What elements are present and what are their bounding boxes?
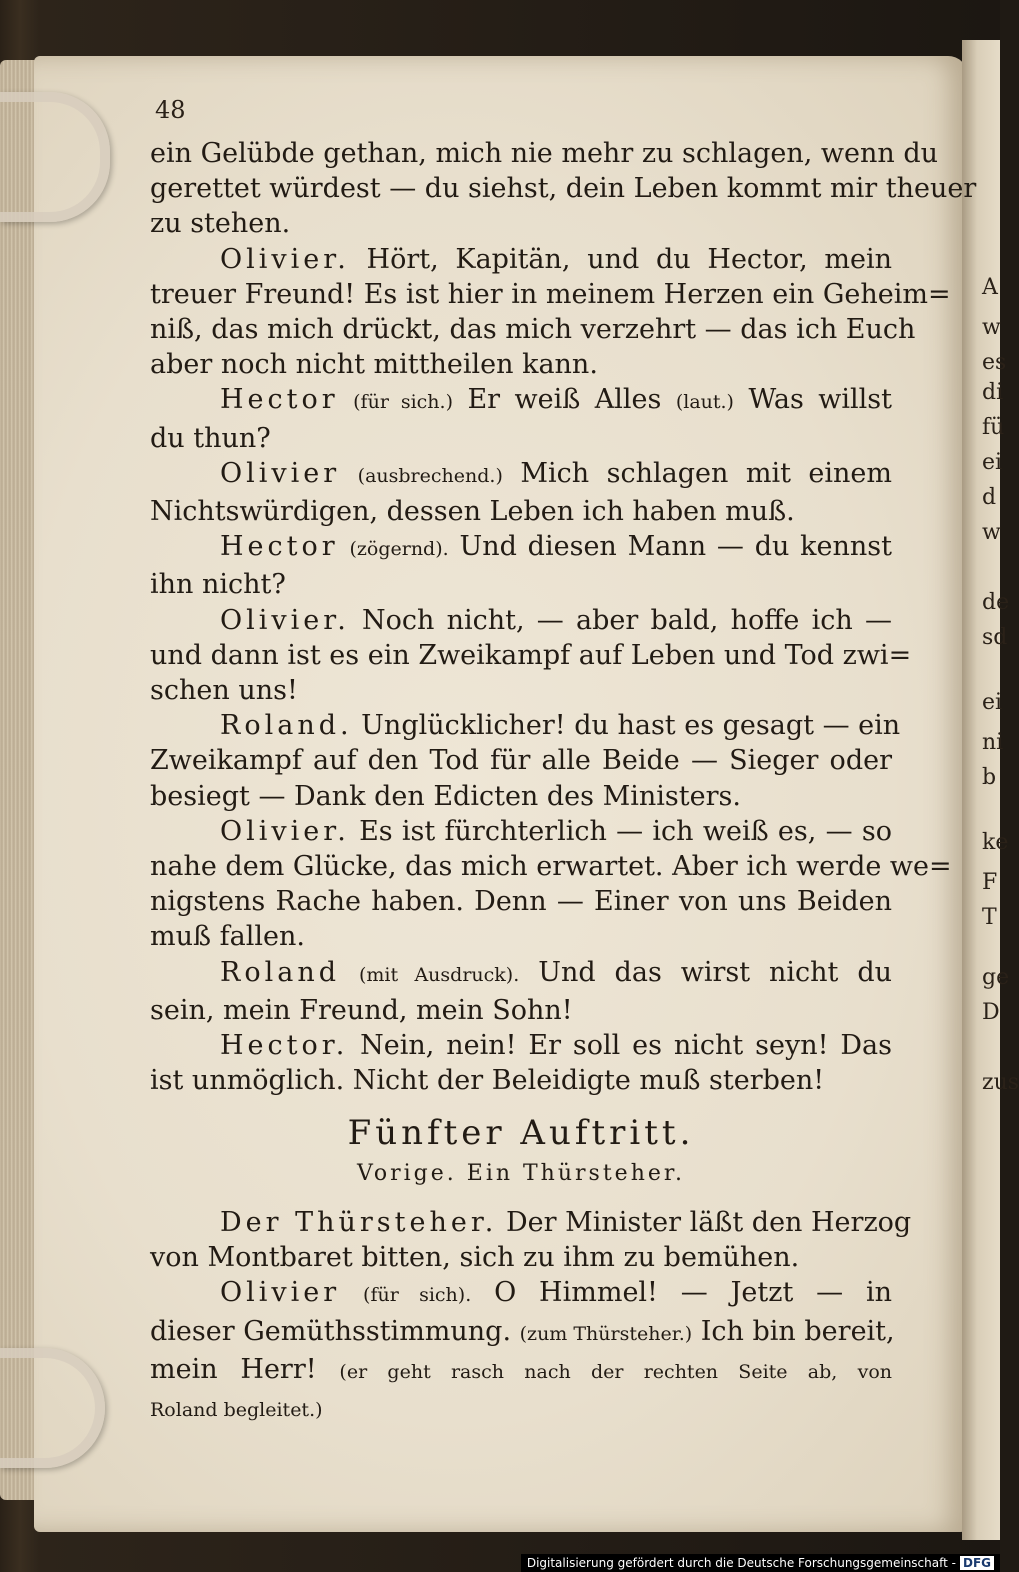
facing-page-glyph: ke [982, 830, 1009, 855]
text-line [150, 421, 892, 456]
line-text: Unglücklicher! du hast es gesagt — ein [361, 710, 901, 742]
line-text: dieser Gemüthsstimmung. [150, 1315, 512, 1347]
text-line [150, 1314, 895, 1352]
text-line [150, 242, 892, 277]
line-text: von Montbaret bitten, sich zu ihm zu bemühen. [150, 1242, 800, 1274]
speaker-name: Olivier. [220, 604, 350, 636]
text-line [150, 312, 916, 347]
line-text: zu stehen. [150, 208, 291, 240]
dfg-logo: DFG [960, 1556, 994, 1570]
line-text: Noch nicht, — aber bald, hoffe ich — [362, 604, 892, 636]
text-line [150, 277, 951, 312]
line-text: besiegt — Dank den Edicten des Ministers. [150, 780, 741, 812]
text-line [150, 849, 952, 884]
facing-page-glyph: es [982, 350, 1007, 375]
stage-direction: (zögernd). [349, 538, 449, 561]
text-line [150, 529, 892, 567]
line-text: sein, mein Freund, mein Sohn! [150, 994, 573, 1026]
text-line [150, 993, 892, 1028]
facing-page-glyph: di [982, 380, 1004, 405]
stage-direction: (für sich). [363, 1284, 472, 1307]
text-line [150, 884, 892, 919]
text-line [150, 136, 939, 171]
line-text: und dann ist es ein Zweikampf auf Leben und Tod zwi= [150, 639, 912, 671]
footer-bar [521, 1554, 1000, 1572]
line-text: Es ist fürchterlich — ich weiß es, — so [359, 815, 892, 847]
line-text: treuer Freund! Es ist hier in meinem Herzen ein Geheim= [150, 278, 951, 310]
facing-page-glyph: T [982, 905, 997, 930]
facing-page-glyph: D [982, 1000, 1000, 1025]
facing-page-glyph: ge [982, 965, 1010, 990]
facing-page-glyph: F [982, 870, 998, 895]
line-text: ist unmöglich. Nicht der Beleidigte muß sterben! [150, 1065, 825, 1097]
scene-cast: Vorige. Ein Thürsteher. [357, 1160, 685, 1186]
line-text: Der Minister läßt den Herzog [505, 1206, 912, 1238]
facing-page-glyph: b [982, 765, 997, 790]
text-line [150, 919, 892, 954]
dialogue-block-1 [150, 136, 977, 1098]
facing-page-edge [962, 40, 1019, 1540]
line-text: Und diesen Mann — du kennst [459, 531, 892, 563]
text-line [150, 347, 892, 382]
line-text: Er weiß Alles [467, 384, 662, 416]
stage-direction: (zum Thürsteher.) [519, 1322, 693, 1345]
text-line [150, 206, 892, 241]
text-line [150, 673, 892, 708]
facing-page-glyph: A [982, 275, 998, 300]
clip-top [0, 92, 110, 222]
dialogue-block-2 [150, 1205, 912, 1428]
speaker-name: Roland [220, 956, 340, 988]
stage-direction: (mit Ausdruck). [358, 963, 520, 986]
facing-page-glyph: fü [982, 415, 1005, 440]
speaker-name: Olivier. [220, 815, 350, 847]
text-line [150, 603, 892, 638]
line-text: Zweikampf auf den Tod für alle Beide — Sieger oder [150, 745, 892, 777]
stage-direction: (er geht rasch nach der rechten Seite ab, von [339, 1360, 892, 1383]
scene-heading: Fünfter Auftritt. [347, 1113, 695, 1154]
text-line [150, 494, 892, 529]
facing-page-glyph: ei [982, 690, 1003, 715]
text-line [150, 1275, 892, 1313]
facing-page-glyph: w [982, 315, 1001, 340]
line-text: Was willst [748, 384, 892, 416]
speaker-name: Hector [220, 384, 339, 416]
facing-page-glyph: w [982, 520, 1001, 545]
text-line [150, 382, 892, 420]
line-text: mein Herr! [150, 1353, 317, 1385]
text-line [150, 638, 912, 673]
line-text: O Himmel! — Jetzt — in [494, 1277, 892, 1309]
text-line [150, 1390, 892, 1428]
line-text: ihn nicht? [150, 569, 286, 601]
line-text: Hört, Kapitän, und du Hector, mein [366, 243, 892, 275]
facing-page-glyph: d [982, 485, 997, 510]
speaker-name: Hector. [220, 1030, 349, 1062]
facing-page-glyph: ei [982, 450, 1003, 475]
stage-direction: (ausbrechend.) [357, 464, 503, 487]
line-text: Mich schlagen mit einem [520, 457, 892, 489]
text-line [150, 1028, 892, 1063]
line-text: gerettet würdest — du siehst, dein Leben kommt mir theuer [150, 173, 977, 205]
speaker-name: Hector [220, 531, 339, 563]
stage-direction: (laut.) [675, 391, 734, 414]
text-line [150, 779, 892, 814]
text-line [150, 1205, 912, 1240]
text-line [150, 1352, 892, 1390]
line-text: Nichtswürdigen, dessen Leben ich haben muß. [150, 496, 795, 528]
speaker-name: Der Thürsteher. [220, 1206, 498, 1238]
line-text: nigstens Rache haben. Denn — Einer von uns Beiden [150, 886, 892, 918]
text-line [150, 567, 892, 602]
text-line [150, 456, 892, 494]
text-line [150, 814, 892, 849]
line-text: Nein, nein! Er soll es nicht seyn! Das [360, 1030, 892, 1062]
speaker-name: Olivier [220, 457, 341, 489]
line-text: aber noch nicht mittheilen kann. [150, 349, 598, 381]
facing-page-glyph: sd [982, 625, 1008, 650]
speaker-name: Roland. [220, 710, 353, 742]
stage-direction: Roland begleitet.) [150, 1398, 323, 1421]
facing-page-glyph: de [982, 590, 1010, 615]
text-line [150, 955, 892, 993]
facing-page-glyph: ni [982, 730, 1004, 755]
speaker-name: Olivier [220, 1277, 341, 1309]
line-text: Ich bin bereit, [700, 1315, 895, 1347]
line-text: nahe dem Glücke, das mich erwartet. Aber ich werde we= [150, 851, 952, 883]
line-text: du thun? [150, 422, 271, 454]
text-line [150, 171, 977, 206]
line-text: schen uns! [150, 675, 298, 707]
page-text [150, 136, 977, 1428]
facing-page-glyph: zus [982, 1070, 1019, 1095]
footer-text: Digitalisierung gefördert durch die Deutsche Forschungsgemeinschaft - [526, 1556, 956, 1570]
text-line [150, 1240, 892, 1275]
line-text: niß, das mich drückt, das mich verzehrt — das ich Euch [150, 314, 916, 346]
stage-direction: (für sich.) [353, 391, 453, 414]
text-line [150, 708, 901, 743]
text-line [150, 743, 892, 778]
line-text: muß fallen. [150, 921, 305, 953]
speaker-name: Olivier. [220, 243, 350, 275]
line-text: Und das wirst nicht du [538, 956, 892, 988]
page-number: 48 [155, 96, 186, 124]
line-text: ein Gelübde gethan, mich nie mehr zu schlagen, wenn du [150, 138, 939, 169]
text-line [150, 1063, 892, 1098]
